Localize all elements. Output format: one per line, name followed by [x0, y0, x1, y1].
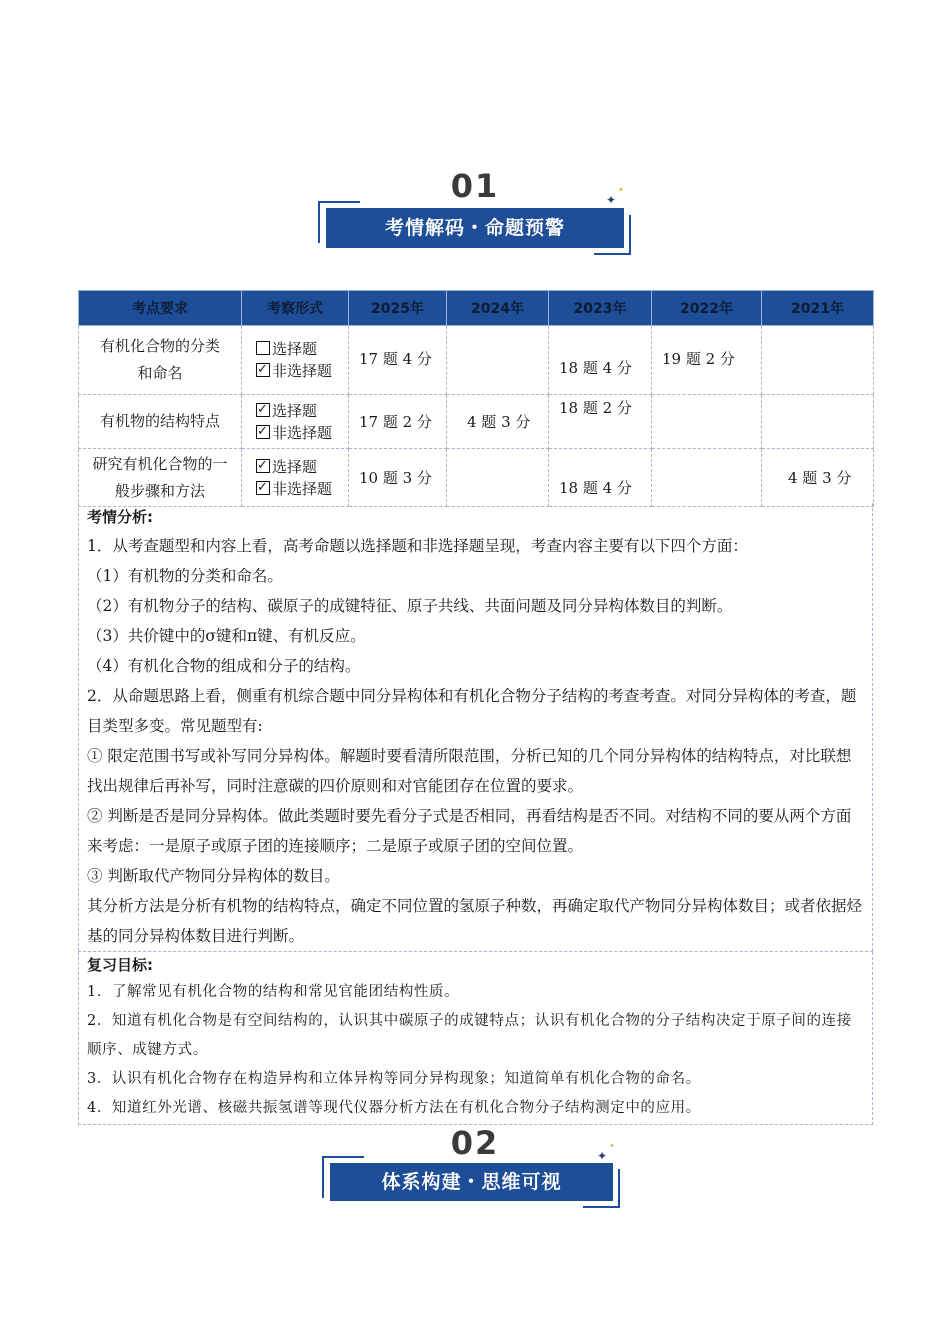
score-text: 4 题 3 分: [788, 469, 852, 487]
score-cell: [349, 395, 447, 449]
analysis-paragraph: （2）有机物分子的结构、碳原子的成键特征、原子共线、共面问题及同分异构体数目的判断。: [87, 597, 733, 615]
form-option: [256, 338, 348, 360]
score-text: 4 题 3 分: [467, 413, 531, 431]
checkbox-checked-icon: [256, 403, 270, 417]
form-cell: [242, 326, 349, 395]
analysis-paragraph: ② 判断是否是同分异构体。做此类题时要先看分子式是否相同，再看结构是否不同。对结构不同的要从两个方面来考虑：一是原子或原子团的连接顺序；二是原子或原子团的空间位置。: [87, 807, 852, 855]
score-cell: [762, 395, 874, 449]
section-1-banner: 考情解码・命题预警: [326, 208, 624, 248]
checkbox-checked-icon: [256, 425, 270, 439]
form-label: 选择题: [272, 401, 318, 420]
form-label: 选择题: [272, 340, 318, 358]
section-1-number: 01: [450, 167, 500, 205]
checkbox-checked-icon: [256, 481, 270, 495]
score-cell: [447, 326, 549, 395]
score-text: 18 题 2 分: [559, 399, 632, 417]
analysis-title: 考情分析:: [87, 508, 153, 526]
requirement-text: 有机物的结构特点: [99, 412, 220, 430]
header-cell: 考点要求: [79, 291, 242, 326]
header-cell: 2025年: [349, 291, 447, 326]
score-cell: [652, 395, 762, 449]
score-cell: [762, 449, 874, 507]
goal-item: 1．了解常见有机化合物的结构和常见官能团结构性质。: [87, 984, 460, 1000]
score-cell: [447, 449, 549, 507]
score-cell: [549, 326, 652, 395]
form-option: [256, 360, 348, 382]
section-2-header: [0, 1122, 950, 1212]
goals-title: 复习目标:: [87, 956, 153, 974]
form-cell: [242, 395, 349, 449]
checkbox-checked-icon: [256, 363, 270, 377]
header-cell: 2021年: [762, 291, 874, 326]
score-text: 17 题 2 分: [359, 413, 432, 431]
analysis-paragraph: 2．从命题思路上看，侧重有机综合题中同分异构体和有机化合物分子结构的考查考查。对同分异构体的考查，题目类型多变。常见题型有:: [87, 687, 857, 735]
form-cell: [242, 449, 349, 507]
score-cell: [447, 395, 549, 449]
score-cell: [762, 326, 874, 395]
form-option: [256, 422, 348, 444]
analysis-paragraph: 1．从考查题型和内容上看，高考命题以选择题和非选择题呈现，考查内容主要有以下四个方面：: [87, 537, 748, 555]
form-option: [256, 400, 348, 422]
section-2-banner: 体系构建・思维可视: [330, 1163, 613, 1201]
form-label: 选择题: [272, 457, 318, 476]
form-option: [256, 456, 348, 478]
sparkle-icon: ✦: [597, 1149, 608, 1163]
score-text: 19 题 2 分: [662, 350, 735, 368]
checkbox-unchecked-icon: [256, 341, 270, 355]
analysis-paragraph: ③ 判断取代产物同分异构体的数目。: [87, 867, 340, 885]
score-cell: [349, 326, 447, 395]
sparkle-icon: ✦: [609, 1142, 615, 1150]
requirement-cell: [79, 449, 242, 507]
section-1-header: [0, 165, 950, 255]
sparkle-icon: ✦: [606, 193, 617, 207]
banner-frame: [594, 215, 631, 255]
requirement-text: 有机化合物的分类和命名: [99, 337, 220, 382]
score-text: 18 题 4 分: [559, 359, 632, 377]
table-row: [79, 326, 874, 395]
form-label: 非选择题: [272, 362, 333, 380]
sparkle-icon: ✦: [618, 186, 624, 194]
goal-item: 4．知道红外光谱、核磁共振氢谱等现代仪器分析方法在有机化合物分子结构测定中的应用。: [87, 1100, 701, 1116]
score-cell: [652, 326, 762, 395]
analysis-paragraph: （3）共价键中的σ键和π键、有机反应。: [87, 627, 366, 645]
score-cell: [652, 449, 762, 507]
table-row: [79, 449, 874, 507]
header-cell: 考察形式: [242, 291, 349, 326]
header-cell: 2022年: [652, 291, 762, 326]
score-cell: [549, 449, 652, 507]
checkbox-checked-icon: [256, 459, 270, 473]
analysis-box: [78, 503, 873, 951]
goal-item: 2．知道有机化合物是有空间结构的，认识其中碳原子的成键特点；认识有机化合物的分子结构决定于原子间的连接顺序、成键方式。: [87, 1013, 852, 1058]
score-cell: [349, 449, 447, 507]
section-2-number: 02: [450, 1124, 500, 1162]
goal-item: 3．认识有机化合物存在构造异构和立体异构等同分异构现象；知道简单有机化合物的命名。: [87, 1071, 701, 1087]
score-text: 17 题 4 分: [359, 350, 432, 368]
exam-table: [78, 290, 874, 507]
analysis-paragraph: ① 限定范围书写或补写同分异构体。解题时要看清所限范围，分析已知的几个同分异构体的结构特点，对比联想找出规律后再补写，同时注意碳的四价原则和对官能团存在位置的要求。: [87, 747, 852, 795]
requirement-text: 研究有机化合物的一般步骤和方法: [92, 454, 228, 500]
analysis-paragraph: 其分析方法是分析有机物的结构特点，确定不同位置的氢原子种数，再确定取代产物同分异构体数目；或者依据烃基的同分异构体数目进行判断。: [87, 897, 863, 945]
table-row: [79, 395, 874, 449]
form-label: 非选择题: [272, 423, 333, 442]
analysis-paragraph: （1）有机物的分类和命名。: [87, 567, 283, 585]
table-header-row: [79, 291, 874, 326]
score-cell: [549, 395, 652, 449]
score-text: 18 题 4 分: [559, 479, 632, 497]
goals-box: [78, 952, 873, 1125]
header-cell: 2024年: [447, 291, 549, 326]
banner-frame: [583, 1169, 620, 1208]
requirement-cell: [79, 326, 242, 395]
analysis-paragraph: （4）有机化合物的组成和分子的结构。: [87, 657, 361, 675]
score-text: 10 题 3 分: [359, 469, 432, 487]
header-cell: 2023年: [549, 291, 652, 326]
requirement-cell: [79, 395, 242, 449]
form-label: 非选择题: [272, 479, 333, 498]
form-option: [256, 478, 348, 500]
